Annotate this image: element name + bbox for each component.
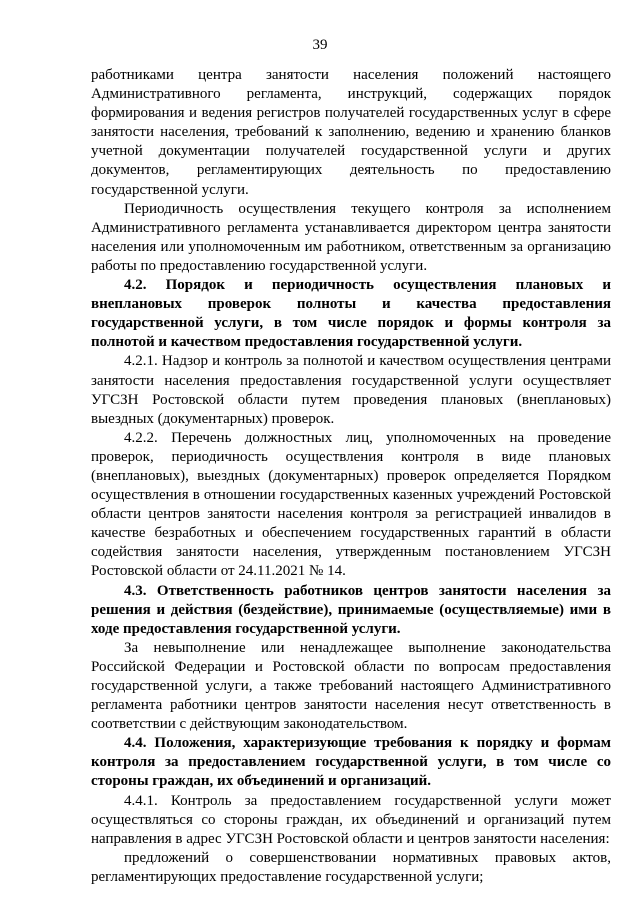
- paragraph-responsibility: За невыполнение или ненадлежащее выполнение законодательства Российской Федерации и Ростовской области по вопросам предоставления государственной услуги, а также требований настоящего Административного регламента работники центров занятости населения несут ответственность в соответствии с действующим законодательством.: [91, 639, 611, 733]
- paragraph-current-control: Периодичность осуществления текущего контроля за исполнением Административного регламента устанавливается директором центра занятости населения или уполномоченным им работником, ответственным за организацию работы по предоставлению государственной услуги.: [91, 200, 611, 274]
- paragraph-proposals: предложений о совершенствовании нормативных правовых актов, регламентирующих предоставление государственной услуги;: [91, 849, 611, 885]
- document-body: [91, 66, 611, 887]
- paragraph-4-2-1: 4.2.1. Надзор и контроль за полнотой и качеством осуществления центрами занятости населения предоставления государственной услуги осуществляет УГСЗН Ростовской области путем проведения плановых (внеплановых) выездных (документарных) проверок.: [91, 353, 611, 427]
- section-heading-4-3: 4.3. Ответственность работников центров занятости населения за решения и действия (бездействие), принимаемые (осуществляемые) ими в ходе предоставления государственной услуги.: [91, 582, 611, 637]
- section-heading-4-4: 4.4. Положения, характеризующие требования к порядку и формам контроля за предоставлением государственной услуги, в том числе со стороны граждан, их объединений и организаций.: [91, 735, 611, 790]
- section-heading-4-2: 4.2. Порядок и периодичность осуществления плановых и внеплановых проверок полноты и качества предоставления государственной услуги, в том числе порядок и формы контроля за полнотой и качеством предоставления государственной услуги.: [91, 277, 611, 351]
- page-number: 39: [312, 37, 328, 53]
- paragraph-4-4-1: 4.4.1. Контроль за предоставлением государственной услуги может осуществляться со стороны граждан, их объединений и организаций путем направления в адрес УГСЗН Ростовской области и центров занятости населения:: [91, 792, 611, 847]
- paragraph-continuation: работниками центра занятости населения положений настоящего Административного регламента, инструкций, содержащих порядок формирования и ведения регистров получателей государственных услуг в сфере занятости населения, требований к заполнению, ведению и хранению бланков учетной документации получателей государственной услуги и других документов, регламентирующих деятельность по предоставлению государственной услуги.: [91, 67, 611, 198]
- paragraph-4-2-2: 4.2.2. Перечень должностных лиц, уполномоченных на проведение проверок, периодичность осуществления контроля в виде плановых (внеплановых), выездных (документарных) проверок определяется Порядком осуществления в отношении государственных казенных учреждений Ростовской области центров занятости населения контроля за регистрацией инвалидов в качестве безработных и обеспечением государственных гарантий в области содействия занятости населения, утвержденным постановлением УГСЗН Ростовской области от 24.11.2021 № 14.: [91, 429, 611, 580]
